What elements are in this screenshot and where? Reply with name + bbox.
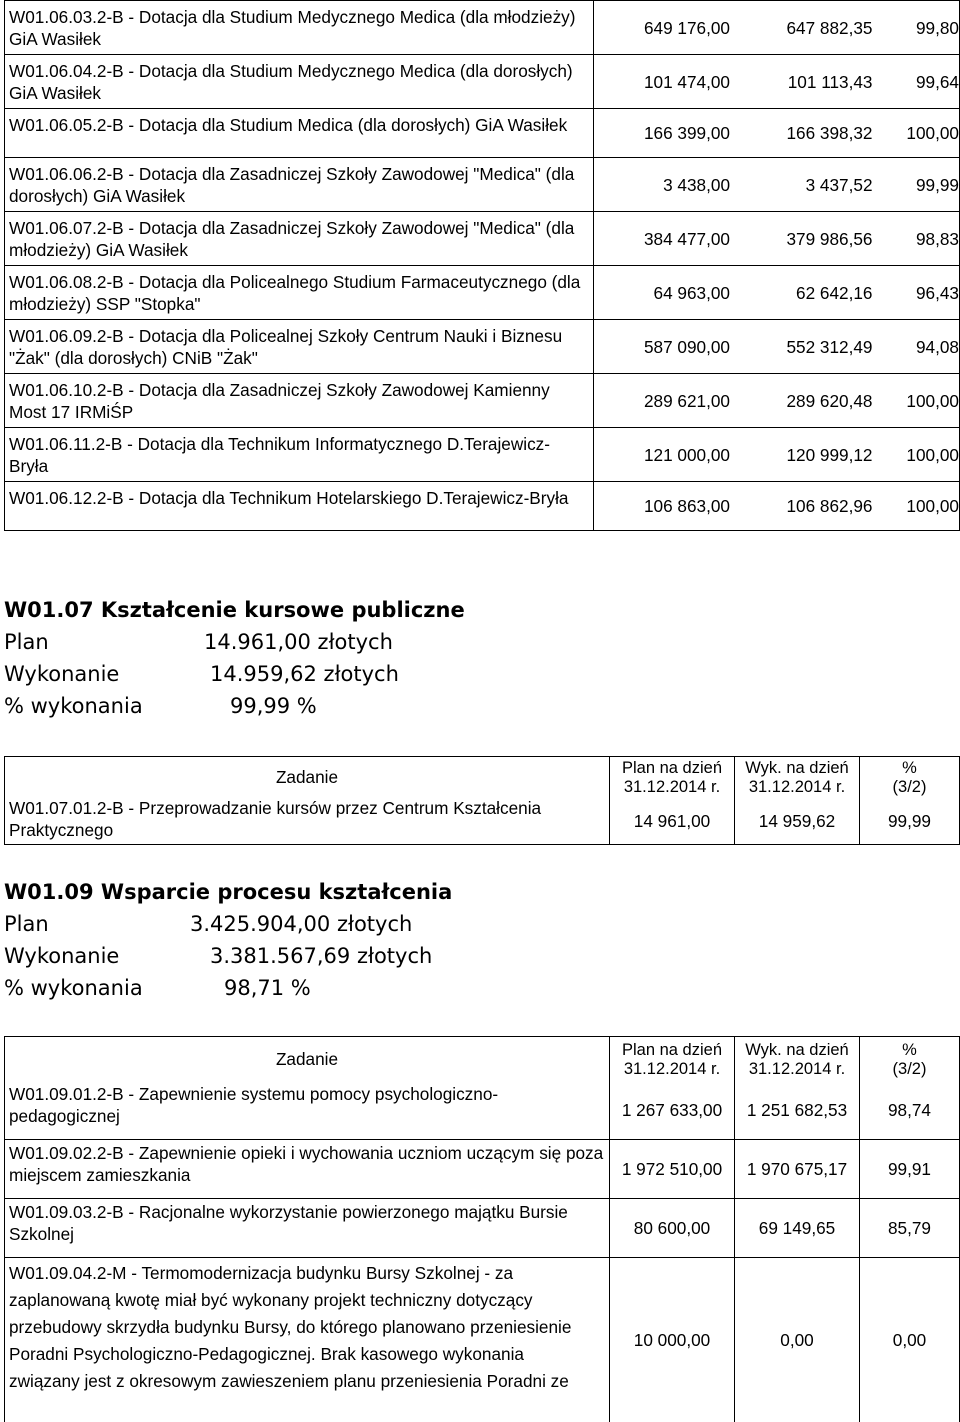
values-cell	[594, 428, 960, 482]
pct-value: 100,00	[881, 495, 959, 517]
dotacje-table	[4, 0, 960, 531]
task-cell: W01.06.12.2-B - Dotacja dla Technikum Hotelarskiego D.Terajewicz-Bryła	[5, 482, 594, 531]
wyk-value: 0,00	[735, 1258, 860, 1422]
values-cell	[594, 1, 960, 55]
task-cell: W01.06.03.2-B - Dotacja dla Studium Medycznego Medica (dla młodzieży) GiA Wasiłek	[5, 1, 594, 55]
plan-value: 1 267 633,00	[610, 1081, 735, 1140]
pct-value: 99,99	[881, 174, 959, 196]
plan-value: 121 000,00	[594, 444, 730, 466]
plan-amount: 14.961,00 złotych	[204, 626, 393, 658]
plan-value: 101 474,00	[594, 71, 730, 93]
header-row	[5, 1037, 960, 1082]
pct-value: 0,00	[860, 1258, 960, 1422]
wyk-value: 647 882,35	[739, 17, 873, 39]
plan-label: Plan	[4, 908, 49, 940]
column-header-plan	[610, 757, 734, 797]
task-cell	[5, 757, 610, 845]
task-cell: W01.09.02.2-B - Zapewnienie opieki i wychowania uczniom uczącym się poza miejscem zamieszkania	[5, 1140, 610, 1199]
table-row	[5, 482, 960, 531]
pct-label: % wykonania	[4, 690, 143, 722]
task-cell: W01.06.11.2-B - Dotacja dla Technikum Informatycznego D.Terajewicz-Bryła	[5, 428, 594, 482]
plan-value: 10 000,00	[610, 1258, 735, 1422]
plan-value: 649 176,00	[594, 17, 730, 39]
plan-value: 14 961,00	[610, 811, 734, 832]
task-cell: W01.09.01.2-B - Zapewnienie systemu pomocy psychologiczno-pedagogicznej	[5, 1081, 610, 1140]
header-wyk-label: Wyk. na dzień	[735, 1041, 859, 1060]
table-row	[5, 212, 960, 266]
values-cell	[594, 482, 960, 531]
plan-value: 106 863,00	[594, 495, 730, 517]
task-text: W01.07.01.2-B - Przeprowadzanie kursów przez Centrum Kształcenia Praktycznego	[9, 797, 605, 841]
table-row	[5, 109, 960, 158]
values-cell	[594, 55, 960, 109]
pct-amount: 98,71 %	[224, 972, 311, 1004]
pct-value: 100,00	[881, 444, 959, 466]
plan-row	[4, 908, 452, 940]
header-plan-label: Plan na dzień	[610, 759, 734, 778]
column-header-wyk	[735, 757, 859, 797]
plan-value: 1 972 510,00	[610, 1140, 735, 1199]
values-cell	[594, 266, 960, 320]
table-row	[5, 1199, 960, 1258]
table-row	[5, 266, 960, 320]
column-header-wyk	[735, 1037, 860, 1082]
wykonanie-row	[4, 658, 465, 690]
kursy-table	[4, 756, 960, 845]
pct-row	[4, 972, 452, 1004]
column-header-pct	[860, 1037, 960, 1082]
task-cell: W01.06.10.2-B - Dotacja dla Zasadniczej Szkoły Zawodowej Kamienny Most 17 IRMiŚP	[5, 374, 594, 428]
table-row	[5, 1081, 960, 1140]
wyk-value: 106 862,96	[739, 495, 873, 517]
task-cell: W01.09.04.2-M - Termomodernizacja budynku Bursy Szkolnej - za zaplanowaną kwotę miał być wykonany projekt techniczny dotyczący przebudowy skrzydła budynku Bursy, do którego planowano przeniesienie Poradni Psychologiczno-Pedagogicznej. Brak kasowego wykonania związany jest z okresowym zawieszeniem planu przeniesienia Poradni ze	[5, 1258, 610, 1422]
wyk-value: 552 312,49	[739, 336, 873, 358]
header-pct-label: %	[860, 1041, 959, 1060]
table-row	[5, 1140, 960, 1199]
values-cell	[594, 212, 960, 266]
pct-value: 94,08	[881, 336, 959, 358]
section-w0107-summary	[4, 594, 465, 722]
table-row	[5, 428, 960, 482]
pct-value: 100,00	[881, 122, 959, 144]
wykonanie-label: Wykonanie	[4, 658, 119, 690]
values-cell	[594, 158, 960, 212]
plan-column	[610, 757, 735, 845]
wykonanie-amount: 14.959,62 złotych	[210, 658, 399, 690]
header-pct-sub: (3/2)	[860, 778, 959, 797]
plan-value: 289 621,00	[594, 390, 730, 412]
column-header-zadanie: Zadanie	[9, 767, 605, 788]
pct-value: 99,99	[860, 811, 959, 832]
wyk-value: 62 642,16	[739, 282, 873, 304]
header-plan-date: 31.12.2014 r.	[610, 778, 734, 797]
task-cell: W01.06.05.2-B - Dotacja dla Studium Medica (dla dorosłych) GiA Wasiłek	[5, 109, 594, 158]
table-row	[5, 1258, 960, 1422]
wyk-value: 1 251 682,53	[735, 1081, 860, 1140]
wyk-value: 3 437,52	[739, 174, 873, 196]
header-pct-sub: (3/2)	[860, 1060, 959, 1079]
task-cell: W01.09.03.2-B - Racjonalne wykorzystanie powierzonego majątku Bursie Szkolnej	[5, 1199, 610, 1258]
wyk-value: 166 398,32	[739, 122, 873, 144]
section-title: W01.07 Kształcenie kursowe publiczne	[4, 594, 465, 626]
wyk-value: 289 620,48	[739, 390, 873, 412]
table-row	[5, 320, 960, 374]
table-row	[5, 158, 960, 212]
pct-value: 99,91	[860, 1140, 960, 1199]
header-wyk-label: Wyk. na dzień	[735, 759, 859, 778]
values-cell	[594, 320, 960, 374]
wyk-value: 120 999,12	[739, 444, 873, 466]
header-plan-label: Plan na dzień	[610, 1041, 734, 1060]
header-pct-label: %	[860, 759, 959, 778]
task-cell: W01.06.06.2-B - Dotacja dla Zasadniczej Szkoły Zawodowej "Medica" (dla dorosłych) GiA Wasiłek	[5, 158, 594, 212]
plan-amount: 3.425.904,00 złotych	[190, 908, 412, 940]
wyk-column	[735, 757, 860, 845]
plan-value: 384 477,00	[594, 228, 730, 250]
wyk-value: 1 970 675,17	[735, 1140, 860, 1199]
wyk-value: 101 113,43	[739, 71, 873, 93]
plan-value: 166 399,00	[594, 122, 730, 144]
task-cell: W01.06.09.2-B - Dotacja dla Policealnej Szkoły Centrum Nauki i Biznesu "Żak" (dla dorosłych) CNiB "Żak"	[5, 320, 594, 374]
wykonanie-amount: 3.381.567,69 złotych	[210, 940, 432, 972]
column-header-plan	[610, 1037, 735, 1082]
header-wyk-date: 31.12.2014 r.	[735, 778, 859, 797]
wykonanie-row	[4, 940, 452, 972]
pct-column	[860, 757, 960, 845]
pct-value: 100,00	[881, 390, 959, 412]
values-cell	[594, 374, 960, 428]
table-row	[5, 757, 960, 845]
table-row	[5, 374, 960, 428]
header-plan-date: 31.12.2014 r.	[610, 1060, 734, 1079]
column-header-pct	[860, 757, 959, 797]
column-header-zadanie: Zadanie	[5, 1037, 610, 1082]
wyk-value: 14 959,62	[735, 811, 859, 832]
plan-row	[4, 626, 465, 658]
section-title: W01.09 Wsparcie procesu kształcenia	[4, 876, 452, 908]
pct-value: 85,79	[860, 1199, 960, 1258]
table-row	[5, 1, 960, 55]
wykonanie-label: Wykonanie	[4, 940, 119, 972]
plan-value: 64 963,00	[594, 282, 730, 304]
plan-value: 80 600,00	[610, 1199, 735, 1258]
pct-value: 99,64	[881, 71, 959, 93]
pct-value: 98,74	[860, 1081, 960, 1140]
plan-value: 3 438,00	[594, 174, 730, 196]
task-cell: W01.06.04.2-B - Dotacja dla Studium Medycznego Medica (dla dorosłych) GiA Wasiłek	[5, 55, 594, 109]
task-cell: W01.06.08.2-B - Dotacja dla Policealnego Studium Farmaceutycznego (dla młodzieży) SSP "Stopka"	[5, 266, 594, 320]
pct-row	[4, 690, 465, 722]
pct-value: 96,43	[881, 282, 959, 304]
plan-label: Plan	[4, 626, 49, 658]
pct-label: % wykonania	[4, 972, 143, 1004]
pct-amount: 99,99 %	[230, 690, 317, 722]
plan-value: 587 090,00	[594, 336, 730, 358]
table-row	[5, 55, 960, 109]
wsparcie-table	[4, 1036, 960, 1422]
wyk-value: 379 986,56	[739, 228, 873, 250]
pct-value: 98,83	[881, 228, 959, 250]
section-w0109-summary	[4, 876, 452, 1004]
task-cell: W01.06.07.2-B - Dotacja dla Zasadniczej Szkoły Zawodowej "Medica" (dla młodzieży) GiA Wasiłek	[5, 212, 594, 266]
values-cell	[594, 109, 960, 158]
header-wyk-date: 31.12.2014 r.	[735, 1060, 859, 1079]
wyk-value: 69 149,65	[735, 1199, 860, 1258]
pct-value: 99,80	[881, 17, 959, 39]
